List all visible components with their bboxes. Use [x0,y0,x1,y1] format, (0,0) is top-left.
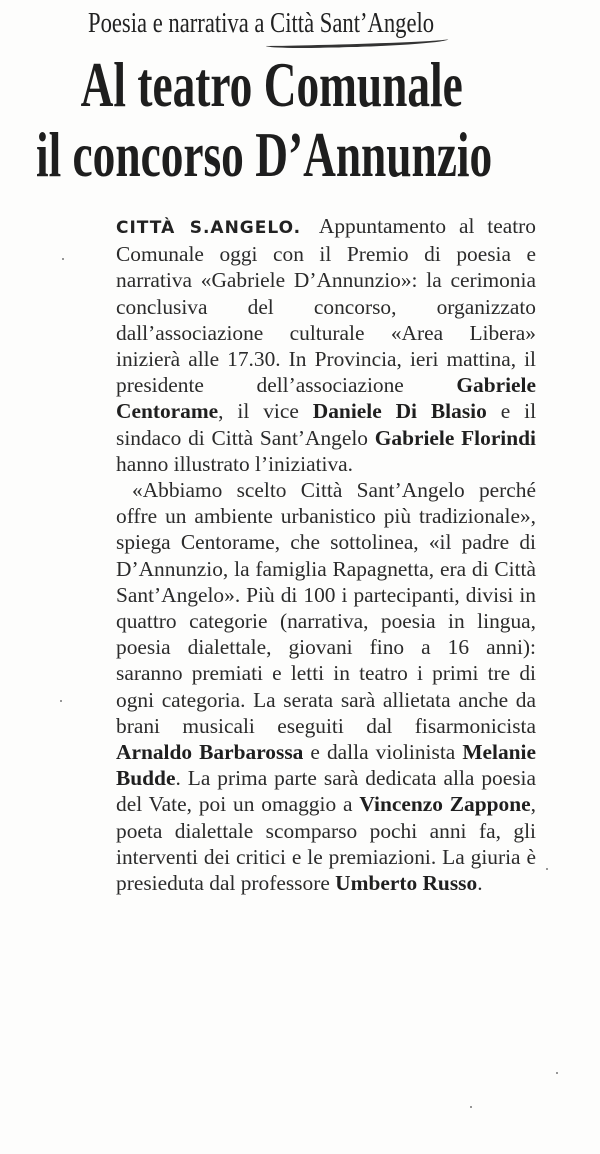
headline-line-1: Al teatro Comunale [80,50,463,120]
headline-line-2: il concorso D’Annunzio [36,120,493,190]
kicker-place: Città Sant’Angelo [270,7,435,39]
dateline: CITTÀ S.ANGELO. [116,218,302,238]
speck [62,258,64,260]
speck [470,1106,472,1108]
person-name: Arnaldo Barbarossa [116,740,304,765]
article-body [116,213,536,896]
headline [36,50,492,190]
text-run: . [477,871,483,896]
speck [60,700,62,702]
text-run: , il vice [218,399,313,424]
text-run: «Abbiamo scelto Città Sant’Angelo perché offre un ambiente urbanistico più tradizionale», spiega Centorame, che sottolinea, «il padre di D’Annunzio, la famiglia Rapagnetta, era di Città Sant’Angelo». Più di 100 i partecipanti, divisi in quattro categorie (narrativa, poesia in lingua, poesia dialettale, giovani fino a 16 anni): saranno premiati e letti in teatro i primi tre di ogni categoria. La serata sarà allietata anche da brani musicali eseguiti dal fisarmonicista [116,478,536,738]
kicker [88,6,434,40]
person-name: Gabriele Florindi [374,425,536,450]
person-name: Melanie Budde [116,740,536,791]
text-run: , poeta dialettale scomparso pochi anni fa, gli interventi dei critici e le premiazioni. La giuria è presieduta dal professore [116,792,536,896]
text-run: . La prima parte sarà dedicata alla poesia del Vate, poi un omaggio a [116,766,536,817]
person-name: Gabriele Centorame [116,373,536,424]
person-name: Vincenzo Zappone [359,792,531,817]
text-run: e il sindaco di Città Sant’Angelo [116,399,537,450]
speck [546,868,548,870]
person-name: Daniele Di Blasio [312,399,487,424]
text-run: hanno illustrato l’iniziativa. [116,451,354,476]
speck [556,1072,558,1074]
paragraph-1 [116,213,536,477]
text-run: Appuntamento al teatro Comunale oggi con il Premio di poesia e narrativa «Gabriele D’Annunzio»: la cerimonia conclusiva del concorso, organizzato dall’associazione culturale «Area Libera» inizierà alle 17.30. In Provincia, ieri mattina, il presidente dell’associazione [116,214,536,398]
text-run: e dalla violinista [303,740,463,765]
person-name: Umberto Russo [335,871,478,896]
paragraph-2 [116,477,536,896]
kicker-prefix: Poesia e narrativa a [88,7,271,39]
